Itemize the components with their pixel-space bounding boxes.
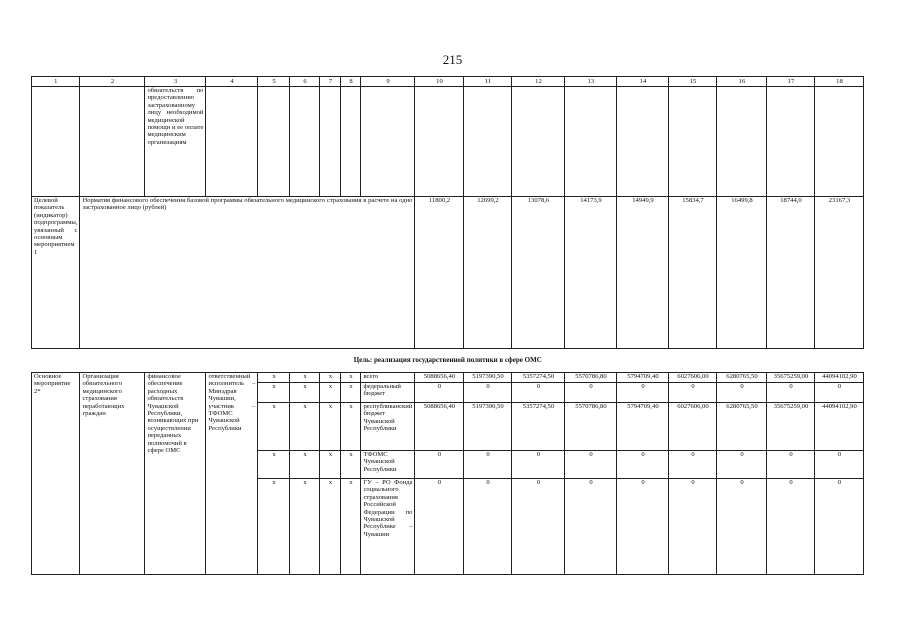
- funding-value: 0: [464, 479, 512, 575]
- column-header: 9: [361, 77, 415, 87]
- funding-value: 0: [815, 479, 864, 575]
- funding-value: 0: [512, 451, 565, 479]
- funding-value: 0: [717, 479, 767, 575]
- funding-value: 0: [815, 451, 864, 479]
- column-header: 17: [767, 77, 815, 87]
- column-header: 11: [464, 77, 512, 87]
- code-cell: х: [341, 479, 361, 575]
- funding-value: 5570786,80: [565, 403, 617, 451]
- indicator-value: 11800,2: [415, 197, 464, 349]
- funding-value: 35675259,00: [767, 403, 815, 451]
- indicator-value: 14949,9: [617, 197, 669, 349]
- funding-value: 5570786,80: [565, 373, 617, 383]
- funding-value: 0: [669, 451, 717, 479]
- code-cell: х: [290, 403, 320, 451]
- code-cell: х: [320, 451, 341, 479]
- column-header: 8: [341, 77, 361, 87]
- funding-value: 35675259,00: [767, 373, 815, 383]
- code-cell: х: [258, 479, 290, 575]
- column-header: 13: [565, 77, 617, 87]
- code-cell: х: [258, 373, 290, 383]
- code-cell: х: [290, 373, 320, 383]
- code-cell: х: [258, 451, 290, 479]
- funding-value: 5088656,40: [415, 373, 464, 383]
- indicator-value: 12699,2: [464, 197, 512, 349]
- indicator-value: 18744,0: [767, 197, 815, 349]
- funding-value: 0: [512, 479, 565, 575]
- funding-value: 0: [617, 479, 669, 575]
- indicator-value: 15834,7: [669, 197, 717, 349]
- funding-value: 0: [669, 383, 717, 403]
- measure-executors: ответственный исполнитель – Минздрав Чувашии, участник – ТФОМС Чувашской Республики: [206, 373, 258, 575]
- funding-value: 6027606,00: [669, 403, 717, 451]
- header-row: [32, 77, 864, 87]
- funding-value: 0: [669, 479, 717, 575]
- funding-value: 0: [565, 479, 617, 575]
- funding-value: 0: [565, 451, 617, 479]
- column-header: 2: [80, 77, 145, 87]
- indicator-description: Норматив финансового обеспечения базовой программы обязательного медицинского страхования в расчете на одно застрахованное лицо (рублей): [80, 197, 415, 349]
- funding-value: 0: [415, 479, 464, 575]
- code-cell: х: [258, 403, 290, 451]
- column-header: 12: [512, 77, 565, 87]
- funding-source: всего: [361, 373, 415, 383]
- column-header: 5: [258, 77, 290, 87]
- funding-value: 0: [767, 479, 815, 575]
- indicator-value: 16499,8: [717, 197, 767, 349]
- column-header: 6: [290, 77, 320, 87]
- funding-value: 5794709,40: [617, 403, 669, 451]
- column-header: 4: [206, 77, 258, 87]
- code-cell: х: [341, 451, 361, 479]
- continuation-row: [32, 87, 864, 197]
- goal-title: Цель: реализация государственной политики в сфере ОМС: [32, 349, 864, 373]
- funding-value: 5197390,50: [464, 403, 512, 451]
- funding-value: 44094102,90: [815, 403, 864, 451]
- code-cell: х: [320, 383, 341, 403]
- funding-value: 0: [717, 451, 767, 479]
- funding-source: ТФОМС Чувашской Республики: [361, 451, 415, 479]
- code-cell: х: [320, 403, 341, 451]
- funding-value: 0: [815, 383, 864, 403]
- code-cell: х: [341, 373, 361, 383]
- indicator-row: [32, 197, 864, 349]
- funding-value: 44094102,90: [815, 373, 864, 383]
- funding-value: 0: [767, 383, 815, 403]
- funding-value: 5357274,50: [512, 403, 565, 451]
- column-header: 14: [617, 77, 669, 87]
- code-cell: х: [341, 383, 361, 403]
- funding-value: 5197390,50: [464, 373, 512, 383]
- code-cell: х: [290, 451, 320, 479]
- column-header: 3: [145, 77, 206, 87]
- funding-value: 0: [717, 383, 767, 403]
- funding-value: 0: [565, 383, 617, 403]
- indicator-value: 14173,9: [565, 197, 617, 349]
- measure-row: [32, 373, 864, 383]
- code-cell: х: [258, 383, 290, 403]
- measure-purpose: финансовое обеспечение расходных обязательств Чувашской Республики, возникающих при осуществлении переданных полномочий в сфере ОМС: [145, 373, 206, 575]
- goal-row: [32, 349, 864, 373]
- column-header: 7: [320, 77, 341, 87]
- indicator-value: 23167,3: [815, 197, 864, 349]
- funding-source: ГУ – РО Фонда социального страхования Российской Федерации по Чувашской Республике – Чувашии: [361, 479, 415, 575]
- funding-value: 5088656,40: [415, 403, 464, 451]
- funding-value: 0: [415, 383, 464, 403]
- budget-table: [31, 76, 864, 575]
- funding-value: 0: [617, 451, 669, 479]
- funding-value: 0: [464, 383, 512, 403]
- funding-value: 0: [415, 451, 464, 479]
- column-header: 1: [32, 77, 80, 87]
- column-header: 15: [669, 77, 717, 87]
- funding-value: 0: [767, 451, 815, 479]
- column-header: 18: [815, 77, 864, 87]
- code-cell: х: [320, 373, 341, 383]
- code-cell: х: [320, 479, 341, 575]
- indicator-value: 13078,6: [512, 197, 565, 349]
- funding-value: 0: [617, 383, 669, 403]
- funding-value: 6027606,00: [669, 373, 717, 383]
- continuation-text: обязательств по предоставлению застрахованному лицу необходимой медицинской помощи и ее оплате медицинским организациям: [145, 87, 206, 197]
- funding-source: федеральный бюджет: [361, 383, 415, 403]
- funding-value: 5357274,50: [512, 373, 565, 383]
- funding-value: 0: [464, 451, 512, 479]
- code-cell: х: [341, 403, 361, 451]
- funding-value: 5794709,40: [617, 373, 669, 383]
- funding-value: 0: [512, 383, 565, 403]
- measure-name: Организация обязательного медицинского страхования неработающих граждан: [80, 373, 145, 575]
- code-cell: х: [290, 383, 320, 403]
- column-header: 16: [717, 77, 767, 87]
- funding-source: республиканский бюджет Чувашской Республики: [361, 403, 415, 451]
- column-header: 10: [415, 77, 464, 87]
- funding-value: 6280765,50: [717, 403, 767, 451]
- funding-value: 6280765,50: [717, 373, 767, 383]
- measure-label: Основное мероприятие 2*: [32, 373, 80, 575]
- code-cell: х: [290, 479, 320, 575]
- page-number: 215: [442, 52, 463, 67]
- indicator-label: Целевой показатель (индикатор) подпрограммы, увязанный с основным мероприятием 1: [32, 197, 80, 349]
